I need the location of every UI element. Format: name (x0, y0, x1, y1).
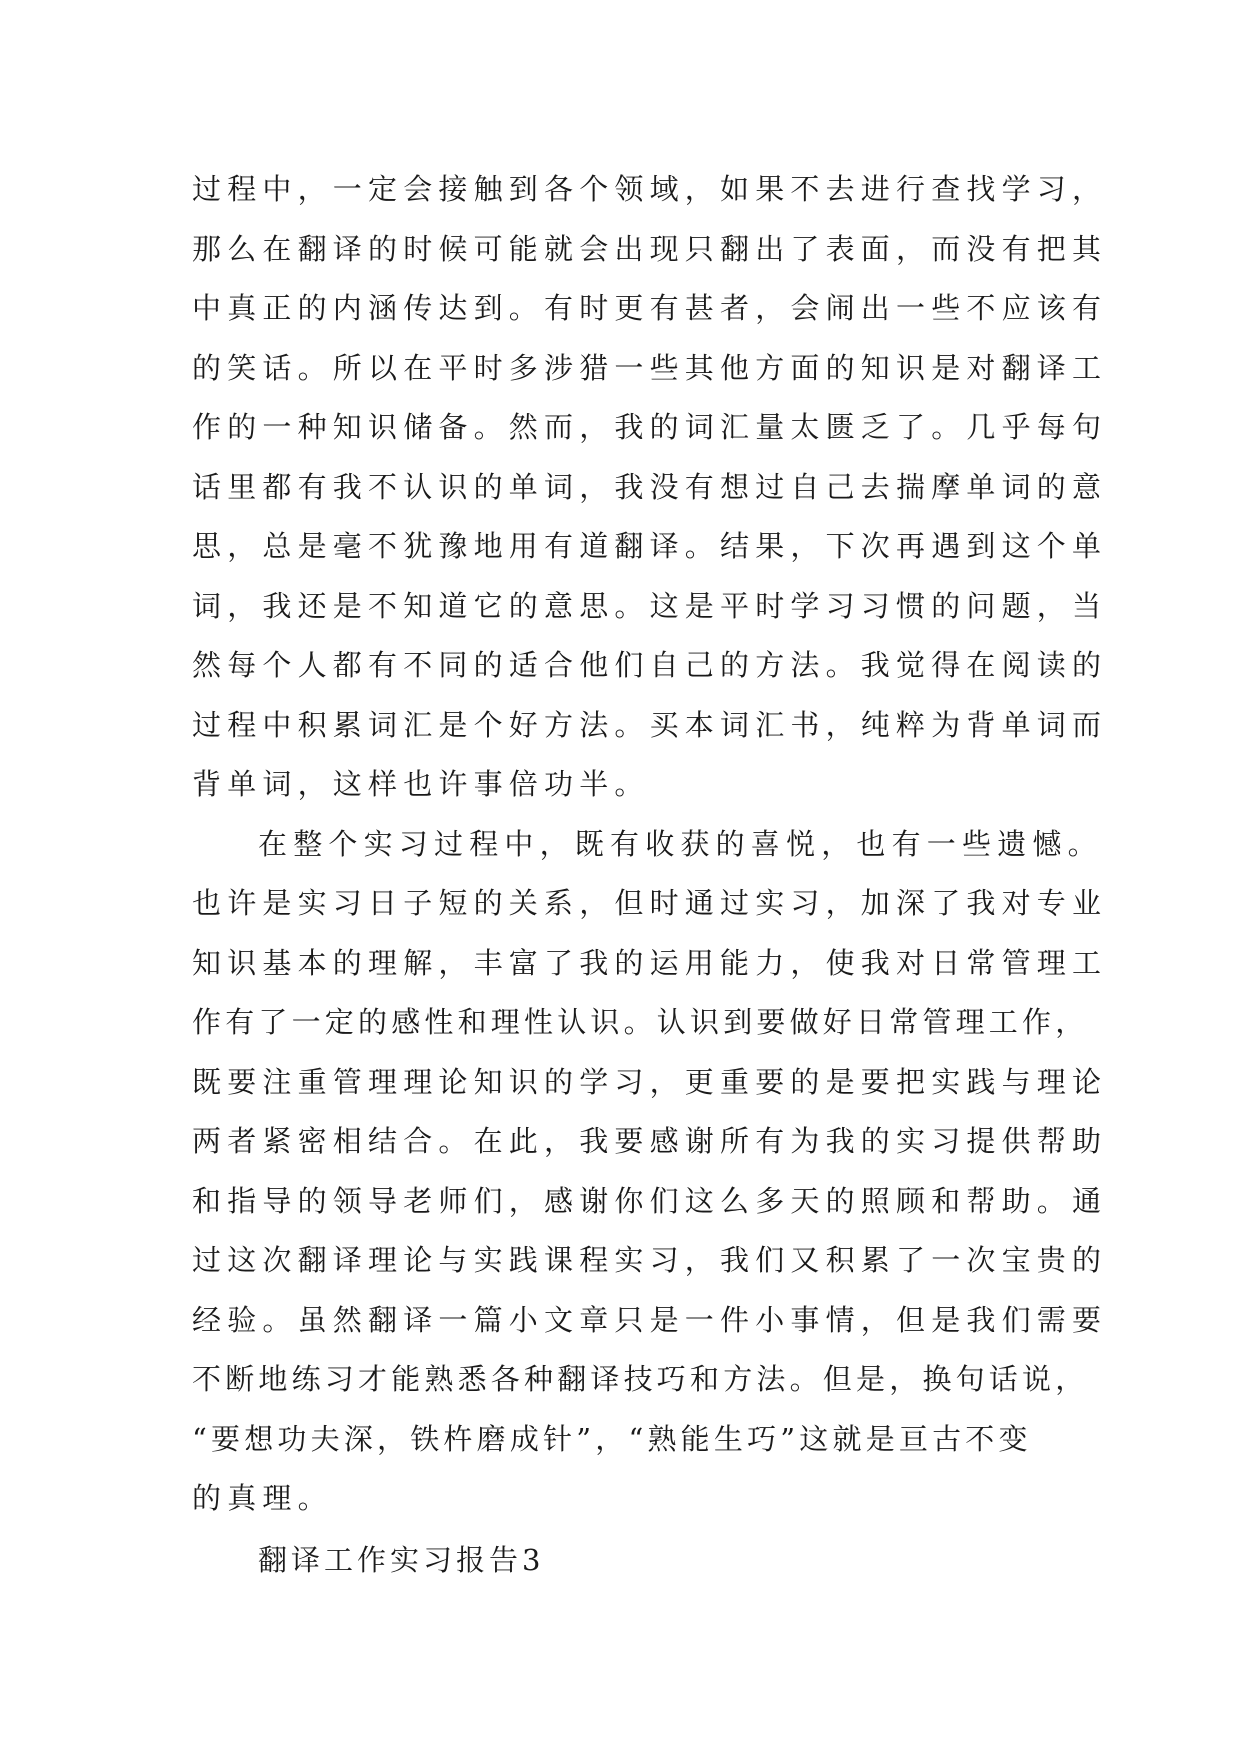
paragraph-line: 作的一种知识储备。然而，我的词汇量太匮乏了。几乎每句 (192, 410, 1108, 444)
paragraph-line: 然每个人都有不同的适合他们自己的方法。我觉得在阅读的 (192, 648, 1108, 682)
paragraph-line: 那么在翻译的时候可能就会出现只翻出了表面，而没有把其 (192, 231, 1108, 266)
paragraph-line: 知识基本的理解，丰富了我的运用能力，使我对日常管理工 (192, 945, 1108, 980)
paragraph-line: “要想功夫深，铁杵磨成针”，“熟能生巧”这就是亘古不变 (192, 1421, 1032, 1456)
paragraph-line: 思，总是毫不犹豫地用有道翻译。结果，下次再遇到这个单 (192, 529, 1108, 563)
paragraph-line: 过这次翻译理论与实践课程实习，我们又积累了一次宝贵的 (192, 1243, 1108, 1277)
paragraph-line: 经验。虽然翻译一篇小文章只是一件小事情，但是我们需要 (192, 1302, 1108, 1337)
paragraph-line: 也许是实习日子短的关系，但时通过实习，加深了我对专业 (192, 886, 1108, 920)
paragraph-line: 和指导的领导老师们，感谢你们这么多天的照顾和帮助。通 (192, 1183, 1108, 1218)
paragraph-line: 词，我还是不知道它的意思。这是平时学习习惯的问题，当 (192, 588, 1108, 623)
paragraph-line: 中真正的内涵传达到。有时更有甚者，会闹出一些不应该有 (192, 291, 1108, 325)
paragraph-line: 背单词，这样也许事倍功半。 (192, 767, 650, 801)
paragraph-line: 在整个实习过程中，既有收获的喜悦，也有一些遗憾。 (258, 826, 1103, 861)
paragraph-line: 两者紧密相结合。在此，我要感谢所有为我的实习提供帮助 (192, 1124, 1108, 1158)
document-body (192, 160, 1108, 1590)
paragraph-line: 过程中积累词汇是个好方法。买本词汇书，纯粹为背单词而 (192, 707, 1108, 742)
paragraph-line: 话里都有我不认识的单词，我没有想过自己去揣摩单词的意 (192, 469, 1108, 504)
paragraph-line: 既要注重管理理论知识的学习，更重要的是要把实践与理论 (192, 1064, 1108, 1099)
section-heading: 翻译工作实习报告3 (258, 1542, 545, 1577)
paragraph-line: 不断地练习才能熟悉各种翻译技巧和方法。但是，换句话说， (192, 1362, 1089, 1396)
paragraph-2 (192, 815, 1108, 1529)
paragraph-line: 过程中，一定会接触到各个领域，如果不去进行查找学习， (192, 172, 1108, 206)
paragraph-1 (192, 160, 1108, 815)
paragraph-line: 的笑话。所以在平时多涉猎一些其他方面的知识是对翻译工 (192, 350, 1108, 385)
paragraph-line: 的真理。 (192, 1481, 333, 1515)
paragraph-line: 作有了一定的感性和理性认识。认识到要做好日常管理工作， (192, 1005, 1089, 1039)
